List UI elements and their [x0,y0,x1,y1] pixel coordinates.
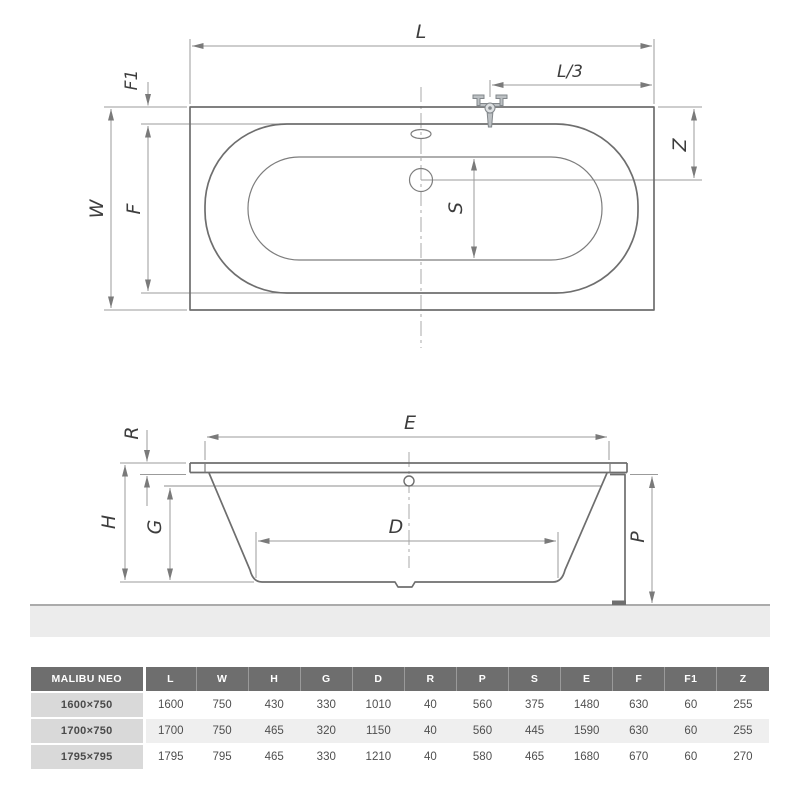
value-cell: 1600 [144,692,196,718]
table-row [31,718,769,744]
value-cell: 465 [248,718,300,744]
value-cell: 1210 [352,744,404,769]
top-view-tub-outline [190,107,654,310]
value-cell: 630 [613,692,665,718]
value-cell: 40 [404,744,456,769]
header-E: E [561,667,613,692]
dim-label-P: P [627,531,649,543]
value-cell: 60 [665,718,717,744]
value-cell: 1700 [144,718,196,744]
header-L: L [144,667,196,692]
value-cell: 1680 [561,744,613,769]
value-cell: 750 [196,718,248,744]
top-view-dimension-lines [104,39,702,310]
table-header-row [31,667,769,692]
dim-label-F1: F1 [122,69,142,91]
faucet-icon [473,95,507,127]
floor [30,605,770,637]
side-view-drawing [0,400,800,670]
header-W: W [196,667,248,692]
value-cell: 1480 [561,692,613,718]
dim-label-R: R [121,426,143,440]
value-cell: 375 [509,692,561,718]
top-view-dimension-labels [86,21,691,218]
model-size: 1700×750 [31,718,144,744]
value-cell: 465 [509,744,561,769]
table-row [31,692,769,718]
value-cell: 40 [404,692,456,718]
table-row [31,744,769,769]
header-Z: Z [717,667,769,692]
dim-label-S: S [445,201,467,215]
value-cell: 330 [300,692,352,718]
dim-label-G: G [144,519,166,535]
spec-table [31,667,769,769]
spec-table-header [31,667,769,692]
value-cell: 445 [509,718,561,744]
value-cell: 750 [196,692,248,718]
dim-label-W: W [86,199,108,219]
header-G: G [300,667,352,692]
value-cell: 60 [665,692,717,718]
side-drain-hole [404,476,414,486]
value-cell: 1590 [561,718,613,744]
value-cell: 1795 [144,744,196,769]
header-S: S [509,667,561,692]
support-leg [610,475,626,606]
value-cell: 670 [613,744,665,769]
model-size: 1795×795 [31,744,144,769]
side-view-dimension-labels [98,412,649,543]
value-cell: 465 [248,744,300,769]
header-product-name: MALIBU NEO [31,667,144,692]
value-cell: 320 [300,718,352,744]
value-cell: 430 [248,692,300,718]
dim-label-Z: Z [669,138,691,152]
value-cell: 630 [613,718,665,744]
dim-label-D: D [388,516,404,538]
value-cell: 795 [196,744,248,769]
value-cell: 60 [665,744,717,769]
value-cell: 330 [300,744,352,769]
header-R: R [404,667,456,692]
value-cell: 270 [717,744,769,769]
value-cell: 255 [717,718,769,744]
value-cell: 560 [456,718,508,744]
header-F1: F1 [665,667,717,692]
header-D: D [352,667,404,692]
model-size: 1600×750 [31,692,144,718]
dim-label-E: E [403,412,417,434]
dim-label-H: H [98,514,120,530]
header-H: H [248,667,300,692]
dim-label-L: L [415,21,427,43]
header-P: P [456,667,508,692]
dim-label-F: F [123,203,145,215]
value-cell: 1010 [352,692,404,718]
value-cell: 1150 [352,718,404,744]
value-cell: 560 [456,692,508,718]
value-cell: 40 [404,718,456,744]
dim-label-L3: L/3 [556,62,584,82]
header-F: F [613,667,665,692]
value-cell: 255 [717,692,769,718]
value-cell: 580 [456,744,508,769]
